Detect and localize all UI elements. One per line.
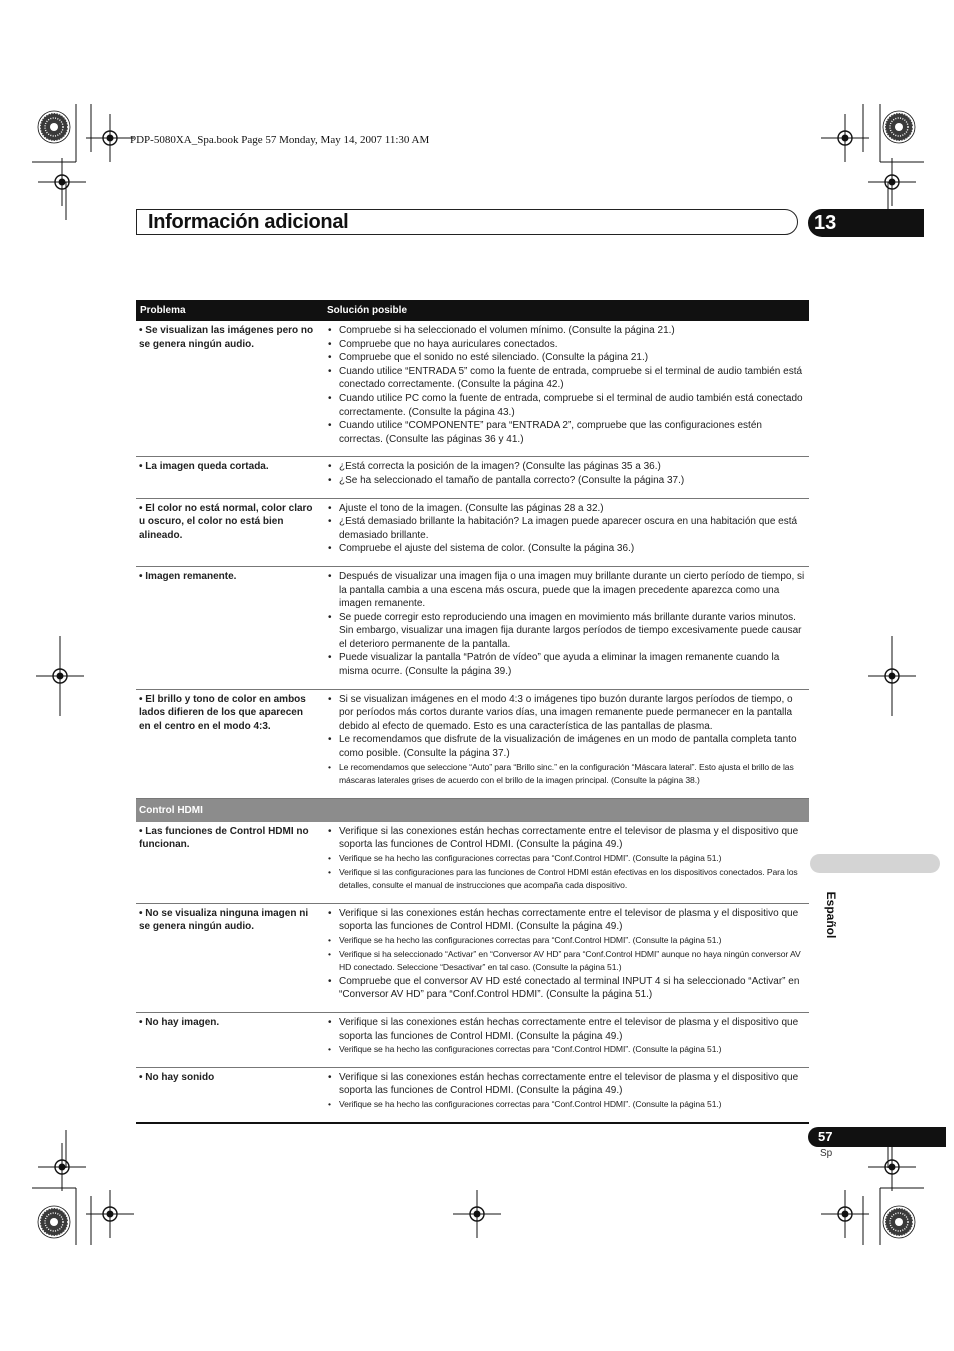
table-row <box>136 321 809 457</box>
problem-cell: • El brillo y tono de color en ambos lados difieren de los que aparecen en el centro en el modo 4:3. <box>136 689 322 798</box>
solution-cell <box>322 903 809 1012</box>
solution-item: • Puede visualizar la pantalla “Patrón de vídeo” que ayuda a eliminar la imagen remanente cuando la misma ocurre. (Consulte la página 39.) <box>325 651 806 678</box>
solution-item: • Verifique si las conexiones están hechas correctamente entre el televisor de plasma y el dispositivo que soporta las funciones de Control HDMI. (Consulte la página 49.) <box>325 825 806 852</box>
solution-item: • Verifique se ha hecho las configuraciones correctas para “Conf.Control HDMI”. (Consulte la página 51.) <box>325 852 806 866</box>
solution-item: • Le recomendamos que disfrute de la visualización de imágenes en un modo de pantalla completa tanto como posible. (Consulte la página 37.) <box>325 733 806 760</box>
solution-item: • Se puede corregir esto reproduciendo una imagen en movimiento más brillante durante varios minutos. Sin embargo, visualizar una imagen fija durante largos períodos de tiempo excesivamente puede causar el deterioro permanente de la pantalla. <box>325 611 806 652</box>
solution-item: • Después de visualizar una imagen fija o una imagen muy brillante durante un cierto período de tiempo, si la pantalla cambia a una escena más oscura, puede que la imagen precedente aparezca como una imagen remanente. <box>325 570 806 611</box>
troubleshooting-table <box>136 300 809 1124</box>
solution-item: • Compruebe si ha seleccionado el volumen mínimo. (Consulte la página 21.) <box>325 324 806 338</box>
table-row <box>136 822 809 903</box>
solution-item: • Verifique si ha seleccionado “Activar” en “Conversor AV HD” para “Conf.Control HDMI” aunque no haya ningún conversor AV HD conectado. Seleccione “Desactivar” en tal caso. (Consulte la página 51.) <box>325 948 806 975</box>
solution-cell <box>322 689 809 798</box>
solution-list <box>325 1016 806 1057</box>
problem-cell: • No hay sonido <box>136 1067 322 1122</box>
solution-item: • Le recomendamos que seleccione “Auto” para “Brillo sinc.” en la configuración “Máscara lateral”. Esto ajusta el brillo de las máscaras laterales grises de acuerdo con el brillo de la imagen principal. (Consulte la página 38.) <box>325 761 806 788</box>
solution-item: • Cuando utilice “COMPONENTE” para “ENTRADA 2”, compruebe que las configuraciones estén correctas. (Consulte las páginas 36 y 41.) <box>325 419 806 446</box>
table-row <box>136 689 809 798</box>
section-row-hdmi <box>136 798 809 822</box>
table-row <box>136 903 809 1012</box>
table-row <box>136 498 809 566</box>
solution-item: • ¿Está correcta la posición de la imagen? (Consulte las páginas 35 a 36.) <box>325 460 806 474</box>
solution-item: • Verifique si las conexiones están hechas correctamente entre el televisor de plasma y el dispositivo que soporta las funciones de Control HDMI. (Consulte la página 49.) <box>325 907 806 934</box>
solution-cell <box>322 1067 809 1122</box>
solution-item: • ¿Está demasiado brillante la habitación? La imagen puede aparecer oscura en una habitación que está demasiado brillante. <box>325 515 806 542</box>
solution-cell <box>322 498 809 566</box>
page-number: 57 <box>818 1129 833 1144</box>
solution-item: • Verifique se ha hecho las configuraciones correctas para “Conf.Control HDMI”. (Consulte la página 51.) <box>325 934 806 948</box>
solution-item: • Compruebe que el conversor AV HD esté conectado al terminal INPUT 4 si ha seleccionado “Activar” en “Conversor AV HD” para “Conf.Control HDMI”. (Consulte la página 51.) <box>325 975 806 1002</box>
solution-list <box>325 324 806 446</box>
solution-list <box>325 460 806 487</box>
section-label: Control HDMI <box>136 798 809 822</box>
solution-item: • Compruebe el ajuste del sistema de color. (Consulte la página 36.) <box>325 542 806 556</box>
solution-cell <box>322 457 809 498</box>
language-label: Español <box>824 891 838 939</box>
problem-cell: • Imagen remanente. <box>136 566 322 689</box>
solution-item: • Cuando utilice “ENTRADA 5” como la fuente de entrada, compruebe si el terminal de audio también está conectado correctamente. (Consulte la página 42.) <box>325 365 806 392</box>
table-row <box>136 1012 809 1067</box>
solution-cell <box>322 822 809 903</box>
problem-cell: • Se visualizan las imágenes pero no se genera ningún audio. <box>136 321 322 457</box>
solution-item: • Cuando utilice PC como la fuente de entrada, compruebe si el terminal de audio también está conectado correctamente. (Consulte la página 43.) <box>325 392 806 419</box>
print-info: PDP-5080XA_Spa.book Page 57 Monday, May 14, 2007 11:30 AM <box>130 134 430 146</box>
solution-cell <box>322 321 809 457</box>
solution-item: • Compruebe que el sonido no esté silenciado. (Consulte la página 21.) <box>325 351 806 365</box>
table-row <box>136 1067 809 1122</box>
table-body-general <box>136 321 809 798</box>
column-header-problem: Problema <box>136 300 322 321</box>
page-title: Información adicional <box>148 211 349 233</box>
problem-cell: • Las funciones de Control HDMI no funcionan. <box>136 822 322 903</box>
solution-item: • Verifique si las conexiones están hechas correctamente entre el televisor de plasma y el dispositivo que soporta las funciones de Control HDMI. (Consulte la página 49.) <box>325 1016 806 1043</box>
solution-list <box>325 693 806 788</box>
table-section-hdmi <box>136 798 809 822</box>
column-header-solution: Solución posible <box>322 300 809 321</box>
solution-item: • ¿Se ha seleccionado el tamaño de pantalla correcto? (Consulte la página 37.) <box>325 474 806 488</box>
problem-cell: • No hay imagen. <box>136 1012 322 1067</box>
problem-cell: • No se visualiza ninguna imagen ni se genera ningún audio. <box>136 903 322 1012</box>
solution-item: • Verifique si las configuraciones para las funciones de Control HDMI están efectivas en los dispositivos conectados. Para los detalles, consulte el manual de instrucciones que acompaña cada dispositivo. <box>325 866 806 893</box>
solution-list <box>325 825 806 893</box>
solution-list <box>325 502 806 556</box>
table-header-row <box>136 300 809 321</box>
language-side-tab <box>810 854 940 873</box>
solution-list <box>325 1071 806 1112</box>
problem-cell: • El color no está normal, color claro u oscuro, el color no está bien alineado. <box>136 498 322 566</box>
solution-item: • Verifique se ha hecho las configuraciones correctas para “Conf.Control HDMI”. (Consulte la página 51.) <box>325 1098 806 1112</box>
table-row <box>136 457 809 498</box>
solution-list <box>325 907 806 1002</box>
solution-list <box>325 570 806 679</box>
solution-item: • Compruebe que no haya auriculares conectados. <box>325 338 806 352</box>
solution-item: • Verifique se ha hecho las configuraciones correctas para “Conf.Control HDMI”. (Consulte la página 51.) <box>325 1043 806 1057</box>
table-body-hdmi <box>136 822 809 1123</box>
page-lang-code: Sp <box>820 1148 833 1159</box>
problem-cell: • La imagen queda cortada. <box>136 457 322 498</box>
solution-cell <box>322 566 809 689</box>
solution-item: • Verifique si las conexiones están hechas correctamente entre el televisor de plasma y el dispositivo que soporta las funciones de Control HDMI. (Consulte la página 49.) <box>325 1071 806 1098</box>
solution-item: • Ajuste el tono de la imagen. (Consulte las páginas 28 a 32.) <box>325 502 806 516</box>
table-row <box>136 566 809 689</box>
solution-item: • Si se visualizan imágenes en el modo 4:3 o imágenes tipo buzón durante largos períodos de tiempo, o por períodos más cortos durante varios días, una imagen remanente puede permanecer en la pantalla debido al efecto de quemado. Esto es una característica de las pantallas de plasma. <box>325 693 806 734</box>
chapter-number: 13 <box>814 212 837 234</box>
solution-cell <box>322 1012 809 1067</box>
